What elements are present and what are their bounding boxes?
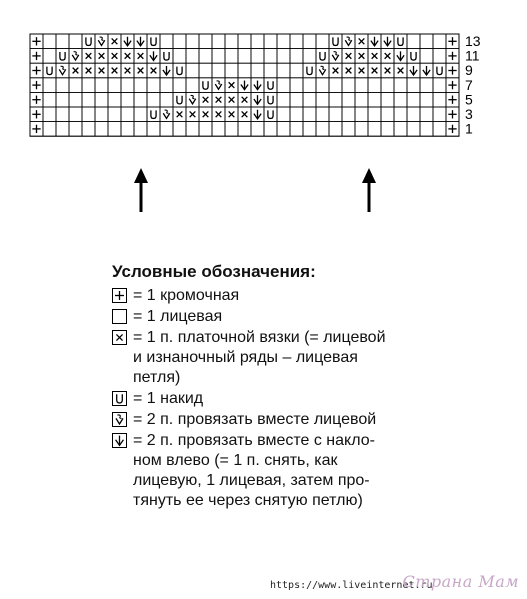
repeat-arrows (134, 168, 376, 212)
legend-text: = 2 п. провязать вместе с накло- ном влево (= 1 п. снять, как лицевую, 1 лицевая, затем про- тянуть ее через снятую петлю) (133, 432, 375, 509)
k2tog-icon (112, 412, 127, 427)
legend-item (112, 389, 522, 409)
legend-item (112, 328, 522, 388)
row-number-label: 7 (465, 76, 473, 93)
row-number-label: 9 (465, 62, 473, 79)
ssk-icon (112, 433, 127, 448)
row-labels (465, 33, 481, 137)
legend-text: = 1 п. платочной вязки (= лицевой и изнаночный ряды – лицевая петля) (133, 329, 386, 386)
legend-title: Условные обозначения: (112, 262, 316, 281)
legend-item (112, 410, 522, 430)
source-url: https://www.liveinternet.ru (270, 580, 433, 591)
legend-text: = 1 кромочная (133, 287, 240, 304)
row-number-label: 13 (465, 32, 481, 49)
legend (112, 262, 522, 512)
row-number-label: 5 (465, 91, 473, 108)
garter-stitch-icon (112, 330, 127, 345)
legend-text: = 1 накид (133, 390, 204, 407)
knit-stitch-icon (112, 309, 127, 324)
row-number-label: 3 (465, 105, 473, 122)
arrow-up-icon (362, 168, 376, 212)
row-number-label: 11 (465, 47, 480, 64)
row-number-label: 1 (465, 120, 473, 137)
edge-stitch-icon (112, 288, 127, 303)
legend-item (112, 431, 522, 511)
arrow-up-icon (134, 168, 148, 212)
knitting-chart (0, 0, 527, 230)
watermark: Страна Мам (402, 572, 519, 591)
legend-text: = 2 п. провязать вместе лицевой (133, 411, 377, 428)
yarn-over-icon (112, 391, 127, 406)
chart-grid (30, 34, 459, 136)
legend-item (112, 307, 522, 327)
legend-text: = 1 лицевая (133, 308, 223, 325)
legend-item (112, 286, 522, 306)
